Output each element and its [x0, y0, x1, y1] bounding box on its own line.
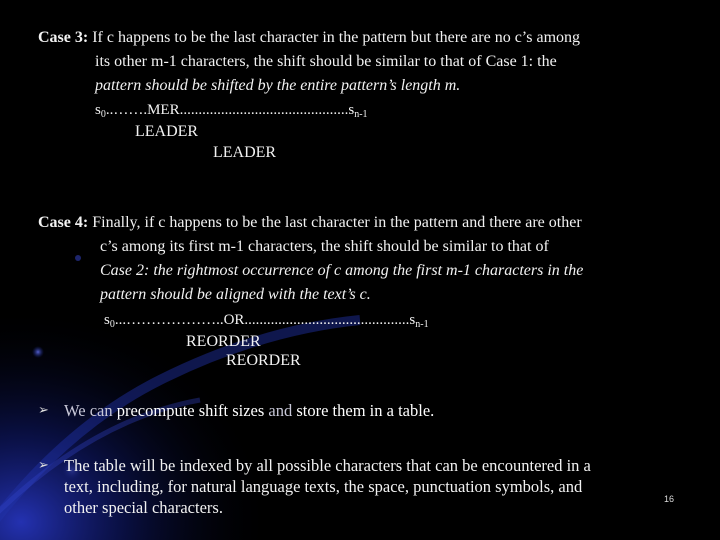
- bullet-1-seg-3: and: [264, 401, 297, 420]
- bullet-1-seg-2: precompute shift sizes: [116, 401, 265, 420]
- case4-pattern-shifted: REORDER: [226, 352, 301, 369]
- case3-pattern-shifted: LEADER: [213, 144, 277, 161]
- case4-label: Case 4:: [38, 214, 89, 231]
- page-number: 16: [664, 494, 675, 504]
- case4-text-sequence: [104, 311, 429, 334]
- seq-end-sub: n-1: [415, 319, 429, 330]
- seq-end-sub: n-1: [354, 109, 368, 120]
- case3-line-1: [38, 29, 580, 47]
- case4-pattern-aligned: REORDER: [186, 333, 261, 350]
- case4-line-2: c’s among its first m-1 characters, the shift should be similar to that of: [100, 238, 549, 255]
- bullet-2-line-1: The table will be indexed by all possible characters that can be encountered in a: [64, 456, 591, 475]
- bullet-2: [38, 455, 718, 521]
- case3-line-3: pattern should be shifted by the entire pattern’s length m.: [95, 77, 461, 94]
- case3-text-1: If c happens to be the last character in the pattern but there are no c’s among: [92, 29, 581, 46]
- bullet-1-text: [64, 400, 434, 421]
- case4-line-4: pattern should be aligned with the text’s c.: [100, 286, 371, 303]
- seq-start: s: [95, 102, 101, 118]
- seq-start-sub: 0: [109, 319, 115, 330]
- bullet-2-line-2: text, including, for natural language texts, the space, punctuation symbols, and: [64, 477, 583, 496]
- case3-text-sequence: [95, 101, 368, 124]
- seq-start: s: [104, 312, 110, 328]
- case4-line-3: Case 2: the rightmost occurrence of c among the first m-1 characters in the: [100, 262, 584, 279]
- bullet-1-seg-1: We can: [64, 401, 117, 420]
- case4-line-1: [38, 214, 582, 232]
- case4-text-1: Finally, if c happens to be the last character in the pattern and there are other: [92, 214, 582, 231]
- seq-mid: ..…….MER.............................................s: [105, 102, 355, 118]
- seq-start-sub: 0: [100, 109, 106, 120]
- case3-pattern-aligned: LEADER: [135, 123, 199, 140]
- arrowhead-bullet-icon: ➢: [38, 458, 49, 473]
- bullet-2-line-3: other special characters.: [64, 498, 223, 517]
- arrowhead-bullet-icon: ➢: [38, 403, 49, 418]
- case3-line-2: its other m-1 characters, the shift should be similar to that of Case 1: the: [95, 53, 557, 70]
- case3-label: Case 3:: [38, 29, 89, 46]
- bullet-1-seg-4: store them in a table.: [296, 401, 435, 420]
- seq-mid: ...………………..OR............................................s: [114, 312, 416, 328]
